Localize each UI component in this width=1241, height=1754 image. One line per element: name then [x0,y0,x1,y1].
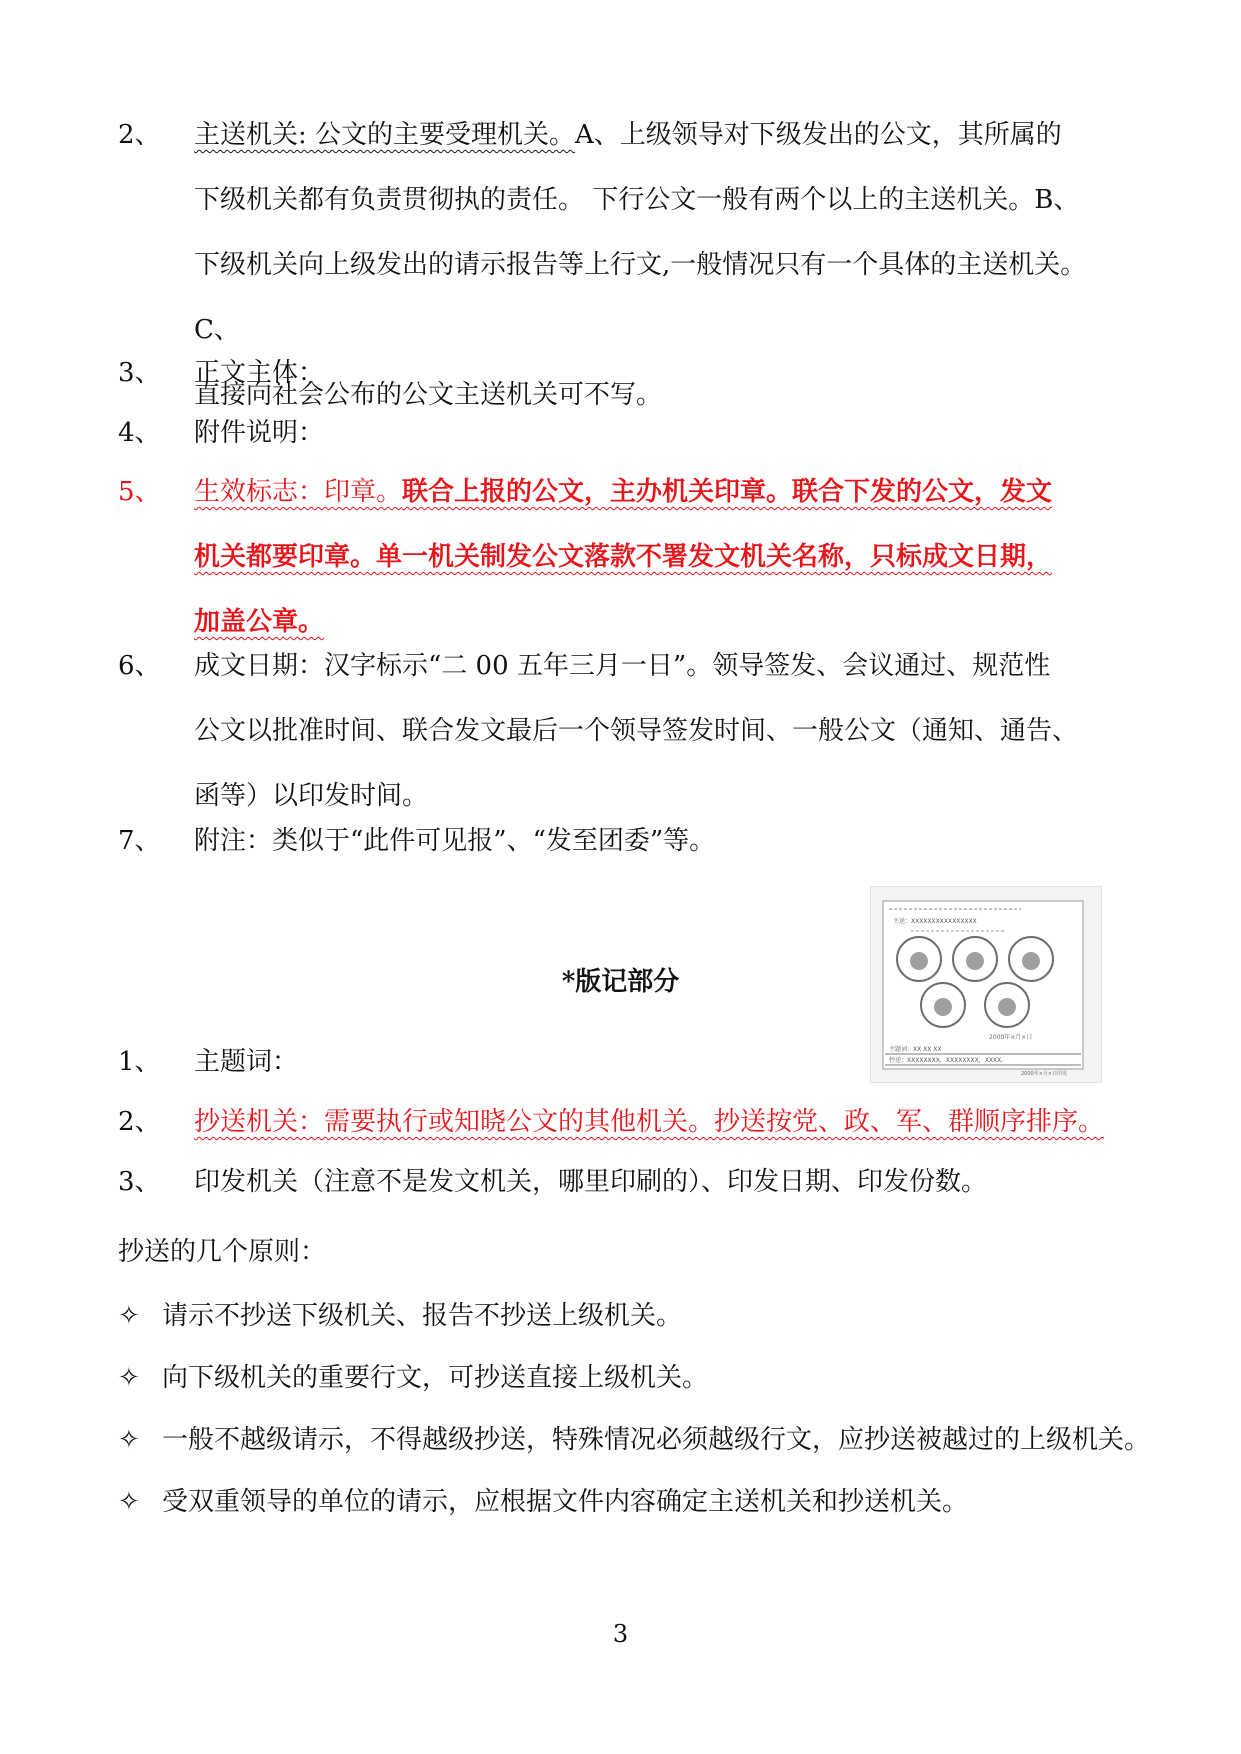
item-number: 1、 [118,1047,161,1077]
sub-item-3-text: 印发机关（注意不是发文机关，哪里印刷的）、印发日期、印发份数。 [194,1167,988,1197]
principle-text: 一般不越级请示，不得越级抄送，特殊情况必须越级行文，应抄送被越过的上级机关。 [162,1425,1151,1455]
sub-item-2-text: 抄送机关：需要执行或知晓公文的其他机关。抄送按党、政、军、群顺序排序。 [194,1107,1105,1137]
sub-item-3 [118,1150,1128,1215]
item-4 [118,401,1128,466]
item-number: 2、 [118,120,161,150]
item-number: 3、 [118,1167,161,1197]
sample-addressee: 主送：XXXXXXXXXXXXXXXX [893,918,977,925]
item-number: 3、 [118,358,161,388]
item-number: 5、 [118,477,161,507]
item-number: 4、 [118,418,161,448]
item-2-line-1: A、上级领导对下级发出的公文，其所属的 [575,120,1062,150]
item-6-line-2: 公文以批准时间、联合发文最后一个领导签发时间、一般公文（通知、通告、 [194,716,1079,746]
sub-item-2 [118,1090,1128,1155]
principle-text: 受双重领导的单位的请示，应根据文件内容确定主送机关和抄送机关。 [162,1487,969,1517]
sample-cc: 抄送：XXXXXXXX，XXXXXXXX，XXXX。 [889,1057,1008,1064]
item-5-body [194,460,1128,655]
item-6-line-1: 成文日期：汉字标示“二 00 五年三月一日”。领导签发、会议通过、规范性 [194,651,1051,681]
item-3 [118,341,1128,406]
sample-footer: 2000年×月×日印发 [1021,1071,1068,1077]
principle-item [118,1420,1150,1460]
sub-item-1-text: 主题词： [194,1047,299,1077]
item-5-bold-line-1: 联合上报的公文，主办机关印章。联合下发的公文，发文 [402,477,1053,507]
item-7 [118,809,1128,874]
principle-item [118,1482,968,1522]
item-6-body [194,634,1128,829]
principle-item [118,1296,682,1336]
item-5-lead: 生效标志：印章。 [194,477,403,507]
item-2-line-4: 直接向社会公布的公文主送机关可不写。 [194,380,663,410]
item-2-line-3: 下级机关向上级发出的请示报告等上行文,一般情况只有一个具体的主送机关。C、 [194,250,1087,345]
bullet-star-icon: ✧ [118,1487,140,1517]
item-2-lead: 主送机关: 公文的主要受理机关。 [194,120,576,150]
sub-item-1 [118,1030,1128,1095]
bullet-star-icon: ✧ [118,1363,140,1393]
item-4-text: 附件说明： [194,418,325,448]
item-number: 7、 [118,826,161,856]
item-5-bold-line-3: 加盖公章。 [194,607,325,637]
item-6 [118,634,1128,829]
bullet-star-icon: ✧ [118,1301,140,1331]
bullet-star-icon: ✧ [118,1425,140,1455]
item-number: 6、 [118,651,161,681]
section-heading: *版记部分 [561,967,680,997]
sample-keywords: 主题词：XX XX XX [889,1046,942,1053]
item-5-bold-line-2: 机关都要印章。单一机关制发公文落款不署发文机关名称，只标成文日期， [194,542,1053,572]
principle-item [118,1358,708,1398]
principle-text: 向下级机关的重要行文，可抄送直接上级机关。 [162,1363,709,1393]
item-number: 2、 [118,1107,161,1137]
item-5 [118,460,1128,655]
item-2-line-2: 下级机关都有负责贯彻执的责任。 下行公文一般有两个以上的主送机关。B、 [194,185,1080,215]
sample-date: 2000年×月×日 [989,1034,1033,1041]
item-7-text: 附注：类似于“此件可见报”、“发至团委”等。 [194,826,716,856]
principles-title: 抄送的几个原则： [118,1237,327,1267]
principle-text: 请示不抄送下级机关、报告不抄送上级机关。 [162,1301,683,1331]
page-number: 3 [612,1620,629,1648]
item-3-text: 正文主体： [194,358,325,388]
item-6-line-3: 函等）以印发时间。 [194,781,429,811]
